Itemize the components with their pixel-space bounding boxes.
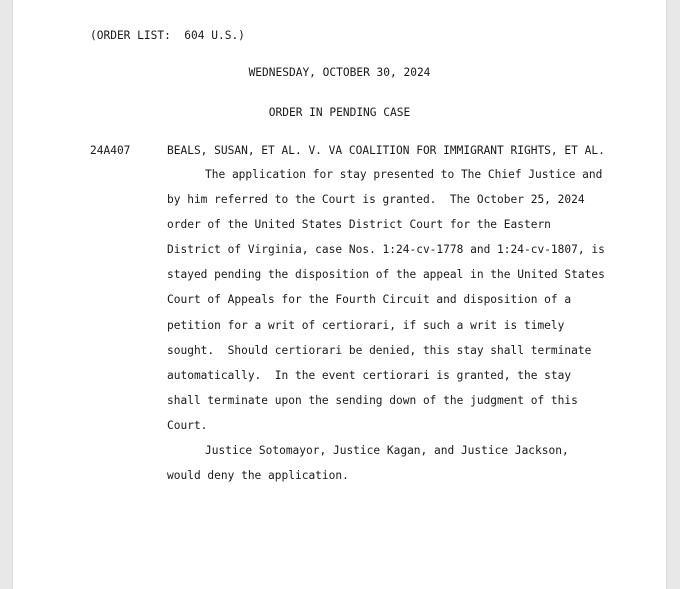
paragraph-line: shall terminate upon the sending down of the judgment of this [167,394,578,407]
paragraph-line: Court of Appeals for the Fourth Circuit and disposition of a [167,293,572,306]
paragraph-line: petition for a writ of certiorari, if such a writ is timely [167,319,565,332]
paragraph-line: by him referred to the Court is granted. The October 25, 2024 [167,193,585,206]
paragraph-line: Justice Sotomayor, Justice Kagan, and Justice Jackson, [205,444,569,457]
case-caption: BEALS, SUSAN, ET AL. V. VA COALITION FOR IMMIGRANT RIGHTS, ET AL. [167,144,605,157]
paragraph-line: Court. [167,419,208,432]
paragraph-line: stayed pending the disposition of the appeal in the United States [167,268,605,281]
paragraph-line: sought. Should certiorari be denied, this stay shall terminate [167,344,592,357]
order-date: WEDNESDAY, OCTOBER 30, 2024 [248,66,431,79]
paragraph-line: order of the United States District Court for the Eastern [167,218,551,231]
paragraph-line: District of Virginia, case Nos. 1:24-cv-1778 and 1:24-cv-1807, is [167,243,605,256]
paragraph-line: would deny the application. [167,469,349,482]
paragraph-line: automatically. In the event certiorari is granted, the stay [167,369,572,382]
order-list-header: (ORDER LIST: 604 U.S.) [90,29,245,42]
section-title: ORDER IN PENDING CASE [268,106,411,119]
paragraph-line: The application for stay presented to The Chief Justice and [205,168,603,181]
case-number: 24A407 [90,144,131,157]
document-page [13,0,666,589]
